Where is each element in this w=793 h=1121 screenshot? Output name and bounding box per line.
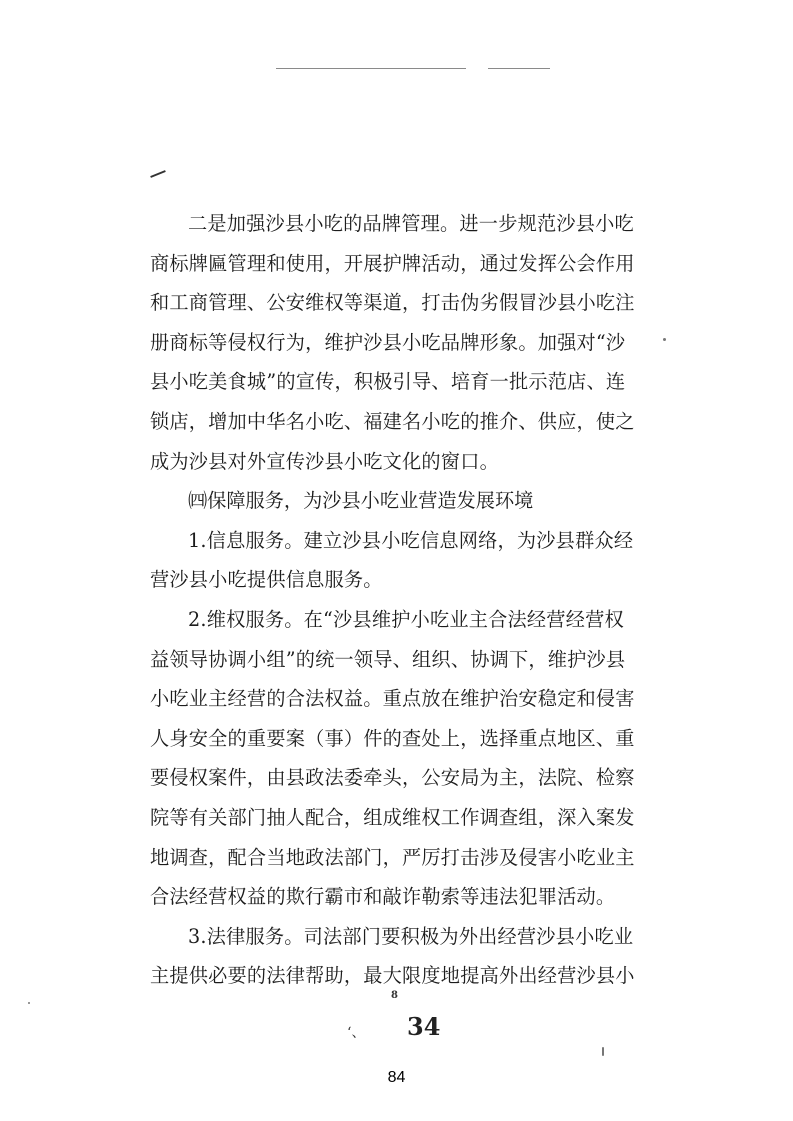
text-line: 1.信息服务。建立沙县小吃信息网络，为沙县群众经 (188, 528, 634, 552)
text-line: 成为沙县对外宣传沙县小吃文化的窗口。 (150, 449, 499, 473)
original-page-number-small: 8 (391, 990, 398, 1001)
text-line: 锁店，增加中华名小吃、福建名小吃的推介、供应，使之 (150, 409, 635, 433)
text-line: 二是加强沙县小吃的品牌管理。进一步规范沙县小吃 (188, 212, 634, 235)
text-line: 合法经营权益的欺行霸市和敲诈勒索等违法犯罪活动。 (150, 885, 616, 909)
body-text (150, 204, 650, 996)
text-line: 地调查，配合当地政法部门，严厉打击涉及侵害小吃业主 (150, 845, 635, 869)
header-rule-right (488, 68, 550, 69)
text-line: 册商标等侵权行为，维护沙县小吃品牌形象。加强对“沙 (150, 330, 626, 354)
header-rule-left (276, 68, 346, 69)
text-line: 2.维权服务。在“沙县维护小吃业主合法经营经营权 (188, 607, 624, 631)
scan-speck (28, 1002, 30, 1004)
text-line: 益领导协调小组”的统一领导、组织、协调下，维护沙县 (150, 647, 626, 671)
text-line: 县小吃美食城”的宣传，积极引导、培育一批示范店、连 (150, 370, 626, 394)
section-heading: ㈣保障服务，为沙县小吃业营造发展环境 (188, 489, 534, 513)
text-line: 院等有关部门抽人配合，组成维权工作调查组，深入案发 (150, 805, 635, 829)
text-line: 小吃业主经营的合法权益。重点放在维护治安稳定和侵害 (150, 687, 635, 711)
original-page-number-large: 34 (407, 1012, 441, 1041)
page-number: 84 (387, 1069, 406, 1086)
scan-speck (602, 1047, 604, 1056)
footer-mark: ‘、 (347, 1025, 366, 1041)
scan-stroke-mark (150, 170, 166, 178)
text-line: 营沙县小吃提供信息服务。 (150, 568, 383, 592)
text-line: 3.法律服务。司法部门要积极为外出经营沙县小吃业 (188, 924, 634, 948)
text-line: 商标牌匾管理和使用，开展护牌活动，通过发挥公会作用 (150, 251, 635, 275)
scan-speck (663, 338, 666, 341)
text-line: 要侵权案件，由县政法委牵头，公安局为主，法院、检察 (150, 766, 635, 790)
text-line: 人身安全的重要案（事）件的查处上，选择重点地区、重 (150, 726, 635, 750)
text-line: 和工商管理、公安维权等渠道，打击伪劣假冒沙县小吃注 (150, 291, 635, 315)
text-line: 主提供必要的法律帮助，最大限度地提高外出经营沙县小 (150, 964, 635, 988)
header-rule-middle (346, 68, 466, 69)
